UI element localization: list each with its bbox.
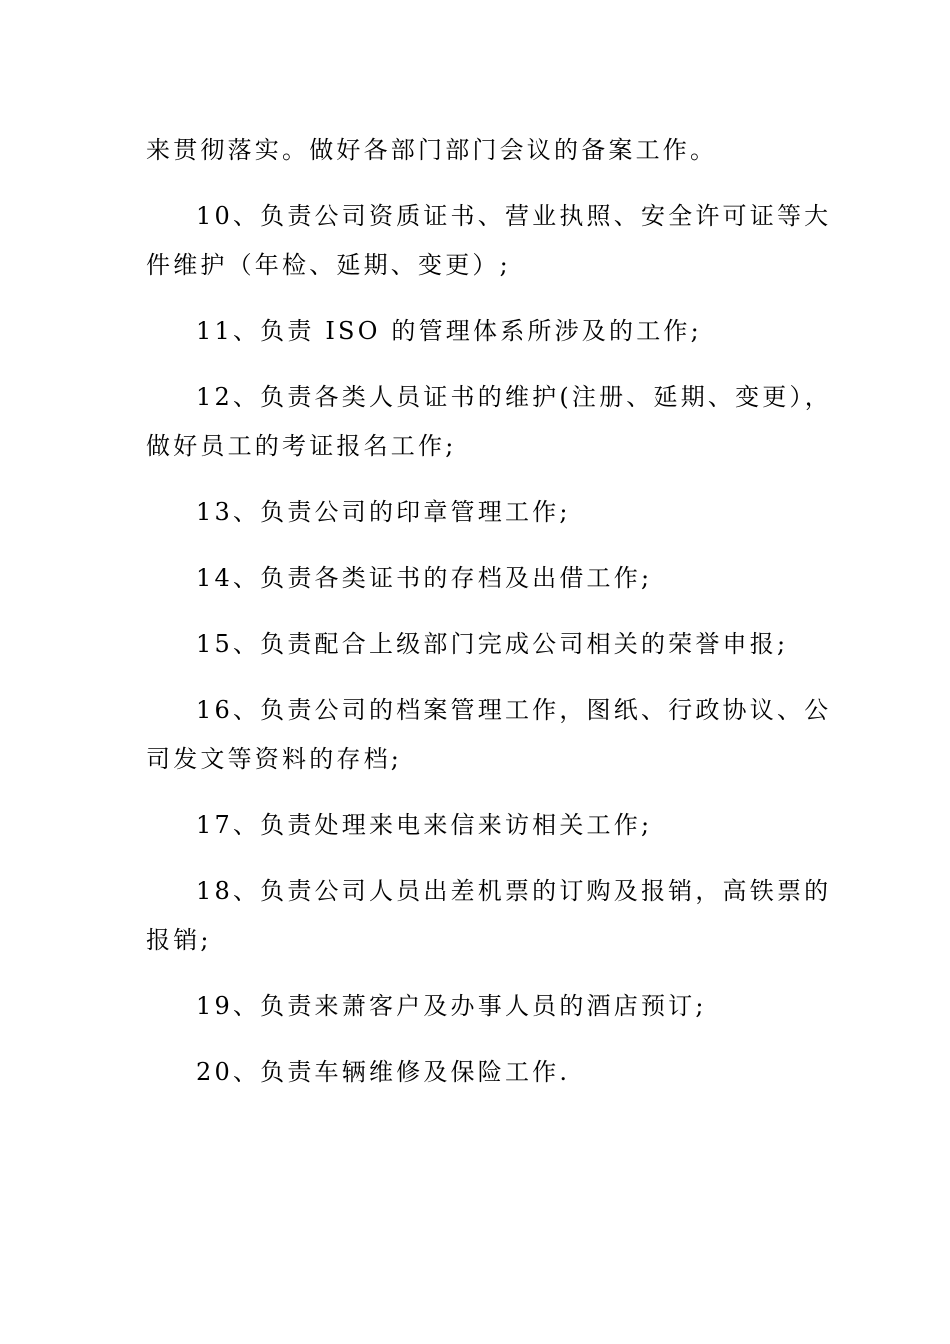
text-line: 件维护（年检、延期、变更）;: [146, 251, 511, 279]
list-item-19: 19、负责来萧客户及办事人员的酒店预订;: [196, 992, 707, 1020]
text-line: 报销;: [146, 926, 212, 954]
list-item-10: 10、负责公司资质证书、营业执照、安全许可证等大: [196, 202, 832, 230]
text-line: 做好员工的考证报名工作;: [146, 432, 457, 460]
text-line: 司发文等资料的存档;: [146, 745, 403, 773]
list-item-11: 11、负责 ISO 的管理体系所涉及的工作;: [196, 317, 702, 345]
text-line: 来贯彻落实。做好各部门部门会议的备案工作。: [146, 136, 718, 164]
list-item-17: 17、负责处理来电来信来访相关工作;: [196, 811, 653, 839]
list-item-15: 15、负责配合上级部门完成公司相关的荣誉申报;: [196, 630, 789, 658]
list-item-20: 20、负责车辆维修及保险工作.: [196, 1058, 571, 1086]
list-item-16: 16、负责公司的档案管理工作，图纸、行政协议、公: [196, 696, 832, 724]
list-item-13: 13、负责公司的印章管理工作;: [196, 498, 571, 526]
list-item-12: 12、负责各类人员证书的维护(注册、延期、变更），: [196, 383, 832, 411]
list-item-18: 18、负责公司人员出差机票的订购及报销，高铁票的: [196, 877, 832, 905]
list-item-14: 14、负责各类证书的存档及出借工作;: [196, 564, 653, 592]
